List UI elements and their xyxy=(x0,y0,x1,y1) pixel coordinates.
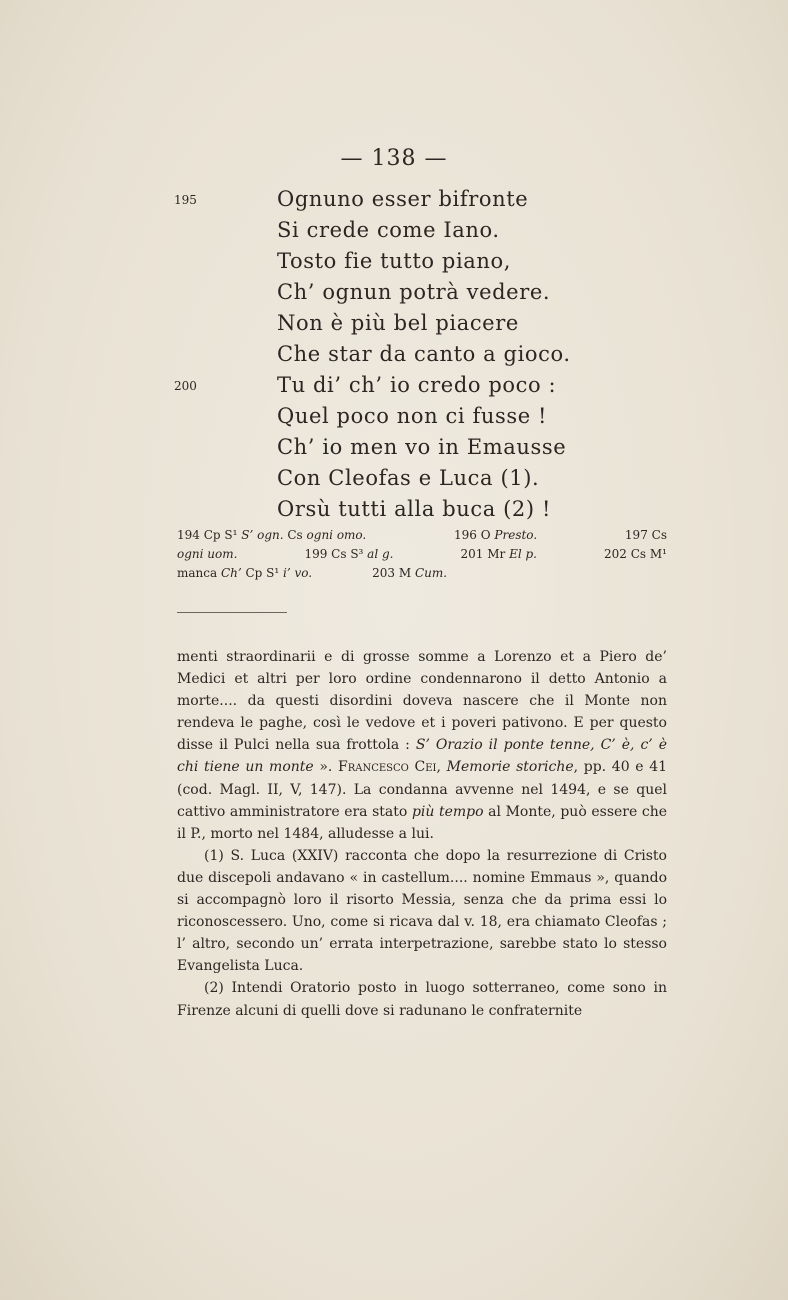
poem-line: Con Cleofas e Luca (1). xyxy=(277,466,540,490)
variant-197-reading: ogni uom. xyxy=(177,547,238,561)
footnotes xyxy=(177,646,667,1022)
poem-line: Ch’ io men vo in Emausse xyxy=(277,435,567,459)
variant-201: 201 Mr El p. xyxy=(460,547,537,561)
critical-apparatus xyxy=(177,526,667,583)
poem-line: Orsù tutti alla buca (2) ! xyxy=(277,497,551,521)
poem-line: Quel poco non ci fusse ! xyxy=(277,404,548,428)
footnote-continuation: menti straordinarii e di grosse somme a Lorenzo et a Piero de’ Medici et altri per loro ordine condennarono il detto Antonio a morte.... da questi disordini doveva nascere che il Monte non rendeva le paghe, così le vedove et i poveri pativono. E per questo disse il Pulci nella sua frottola : S’ Orazio il ponte tenne, C’ è, c’ è chi tiene un monte ». Francesco Cei, Memorie storiche, pp. 40 e 41 (cod. Magl. II, V, 147). La condanna avvenne nel 1494, e se quel cattivo amministratore era stato più tempo al Monte, può essere che il P., morto nel 1484, alludesse a lui. xyxy=(177,649,668,842)
footnote-2: (2) Intendi Oratorio posto in luogo sotterraneo, come sono in Firenze alcuni di quelli dove si radunano le confraternite xyxy=(177,980,667,1019)
variant-202: 202 Cs M¹ xyxy=(604,547,667,561)
footnote-rule xyxy=(177,612,287,613)
variant-196: 196 O Presto. xyxy=(454,528,538,542)
variant-197: 197 Cs xyxy=(624,528,667,542)
poem-line: Tosto fie tutto piano, xyxy=(277,249,512,273)
footnote-1: (1) S. Luca (XXIV) racconta che dopo la resurrezione di Cristo due discepoli andavano « in castellum.... nomine Emmaus », quando si accompagnò loro il risorto Messia, senza che da prima essi lo riconoscessero. Uno, come si ricava dal v. 18, era chiamato Cleofas ; l’ altro, secondo un’ errata interpetrazione, sarebbe stato lo stesso Evangelista Luca. xyxy=(177,847,667,975)
poem-line: Tu di’ ch’ io credo poco : xyxy=(277,373,557,397)
apparatus-row xyxy=(177,545,667,564)
apparatus-row xyxy=(177,526,667,545)
variant-194: 194 Cp S¹ S’ ogn. Cs ogni omo. xyxy=(177,528,367,542)
line-number-195: 195 xyxy=(174,193,197,207)
poem xyxy=(277,184,571,525)
poem-line: Ch’ ognun potrà vedere. xyxy=(277,280,551,304)
line-number-200: 200 xyxy=(174,379,197,393)
poem-line: Non è più bel piacere xyxy=(277,311,519,335)
apparatus-row xyxy=(177,564,667,583)
variant-202-reading: manca Ch’ Cp S¹ i’ vo. xyxy=(177,566,313,580)
poem-line: Che star da canto a gioco. xyxy=(277,342,571,366)
poem-line: Ognuno esser bifronte xyxy=(277,187,529,211)
variant-199: 199 Cs S³ al g. xyxy=(304,547,394,561)
poem-line: Si crede come Iano. xyxy=(277,218,500,242)
page-number: — 138 — xyxy=(340,146,448,171)
variant-203: 203 M Cum. xyxy=(372,566,448,580)
